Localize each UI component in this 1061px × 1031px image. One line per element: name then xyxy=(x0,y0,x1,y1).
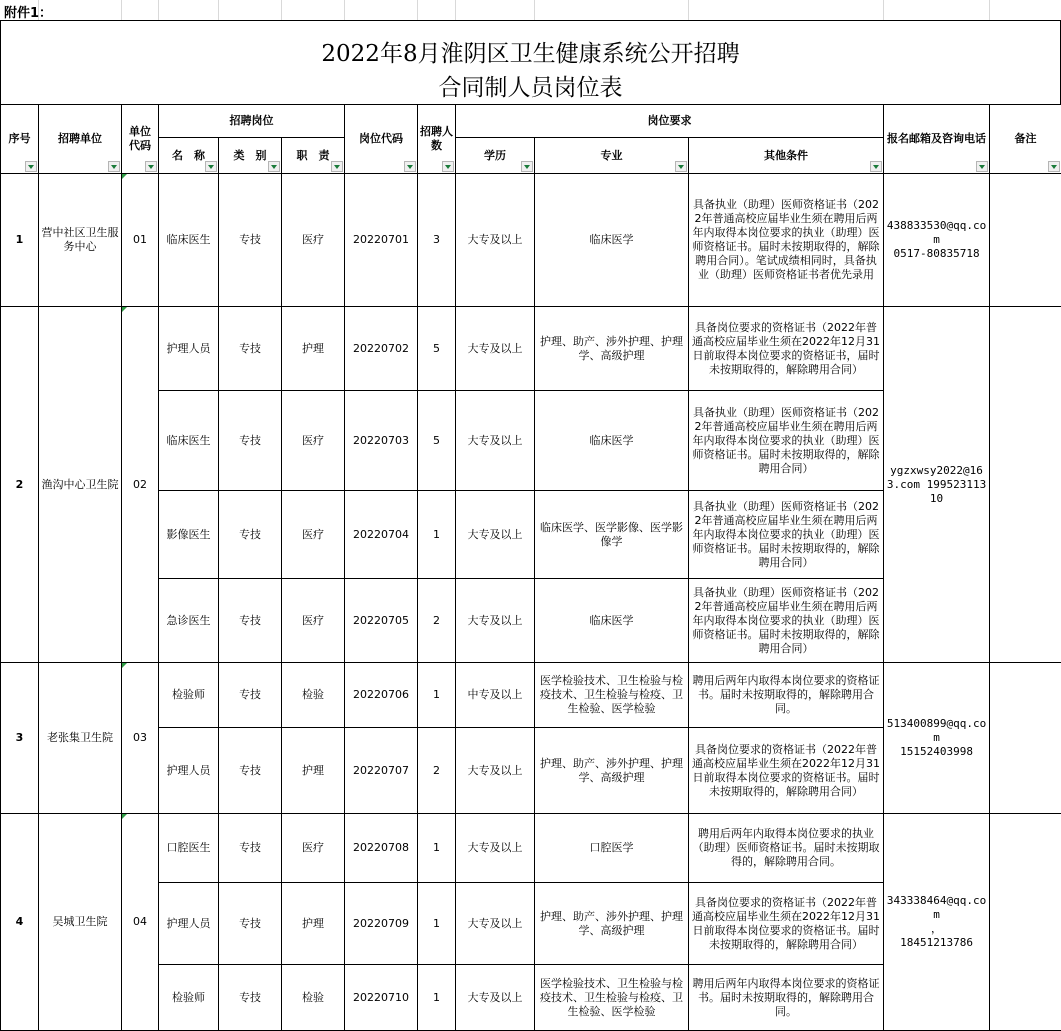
filter-dropdown-icon[interactable] xyxy=(404,161,416,172)
cell-post-category[interactable]: 专技 xyxy=(219,307,282,391)
cell-post-duty[interactable]: 医疗 xyxy=(282,814,345,883)
cell-education[interactable]: 大专及以上 xyxy=(456,579,535,663)
cell-other[interactable]: 具备岗位要求的资格证书（2022年普通高校应届毕业生须在2022年12月31日前取得本岗位要求的资格证书。届时未按期取得的，解除聘用合同） xyxy=(689,728,884,814)
contact-phone: 0517-80835718 xyxy=(893,247,979,260)
header-contact[interactable]: 报名邮箱及咨询电话 xyxy=(884,105,990,174)
header-post-group: 招聘岗位 xyxy=(159,105,345,138)
cell-post-duty[interactable]: 医疗 xyxy=(282,491,345,579)
filter-dropdown-icon[interactable] xyxy=(108,161,120,172)
cell-education[interactable]: 大专及以上 xyxy=(456,965,535,1031)
table-row xyxy=(1,814,1061,883)
cell-count[interactable]: 1 xyxy=(418,663,456,728)
cell-education[interactable]: 大专及以上 xyxy=(456,174,535,307)
header-seq[interactable]: 序号 xyxy=(1,105,39,174)
cell-other[interactable]: 具备执业（助理）医师资格证书（2022年普通高校应届毕业生须在聘用后两年内取得本岗位要求的执业（助理）医师资格证书。届时未按期取得的，解除聘用合同）。笔试成绩相同时，具备执业（助理）医师资格证书者优先录用 xyxy=(689,174,884,307)
contact-email: 513400899@qq.com xyxy=(887,717,986,744)
cell-unit-code[interactable]: 02 xyxy=(122,307,159,663)
cell-post-duty[interactable]: 检验 xyxy=(282,663,345,728)
cell-post-name[interactable]: 临床医生 xyxy=(159,391,219,491)
cell-remarks[interactable] xyxy=(990,814,1061,1031)
filter-dropdown-icon[interactable] xyxy=(145,161,157,172)
cell-post-code[interactable]: 20220710 xyxy=(345,965,418,1031)
cell-unit-code[interactable]: 03 xyxy=(122,663,159,814)
text-marker-icon xyxy=(122,307,127,312)
cell-other[interactable]: 具备岗位要求的资格证书（2022年普通高校应届毕业生须在2022年12月31日前取得本岗位要求的资格证书，届时未按期取得的，解除聘用合同） xyxy=(689,307,884,391)
cell-post-category[interactable]: 专技 xyxy=(219,663,282,728)
header-row-1 xyxy=(1,105,1061,138)
contact-email: 343338464@qq.com xyxy=(887,894,986,921)
cell-post-category[interactable]: 专技 xyxy=(219,814,282,883)
cell-post-name[interactable]: 急诊医生 xyxy=(159,579,219,663)
cell-post-name[interactable]: 口腔医生 xyxy=(159,814,219,883)
cell-count[interactable]: 3 xyxy=(418,174,456,307)
cell-post-category[interactable]: 专技 xyxy=(219,391,282,491)
cell-post-code[interactable]: 20220701 xyxy=(345,174,418,307)
text-marker-icon xyxy=(122,814,127,819)
cell-count[interactable]: 1 xyxy=(418,965,456,1031)
cell-count[interactable]: 1 xyxy=(418,814,456,883)
cell-post-code[interactable]: 20220709 xyxy=(345,883,418,965)
cell-unit-name[interactable]: 老张集卫生院 xyxy=(39,663,122,814)
cell-unit-name[interactable]: 渔沟中心卫生院 xyxy=(39,307,122,663)
header-post-category[interactable]: 类 别 xyxy=(219,138,282,174)
cell-post-duty[interactable]: 医疗 xyxy=(282,174,345,307)
cell-post-code[interactable]: 20220702 xyxy=(345,307,418,391)
cell-count[interactable]: 2 xyxy=(418,728,456,814)
cell-major[interactable]: 临床医学、医学影像、医学影像学 xyxy=(535,491,689,579)
positions-table xyxy=(0,104,1061,1031)
cell-count[interactable]: 2 xyxy=(418,579,456,663)
cell-major[interactable]: 护理、助产、涉外护理、护理学、高级护理 xyxy=(535,728,689,814)
cell-seq[interactable]: 4 xyxy=(1,814,39,1031)
cell-education[interactable]: 大专及以上 xyxy=(456,391,535,491)
cell-post-duty[interactable]: 医疗 xyxy=(282,579,345,663)
cell-remarks[interactable] xyxy=(990,307,1061,663)
title-area xyxy=(0,20,1061,105)
cell-unit-code[interactable]: 01 xyxy=(122,174,159,307)
cell-education[interactable]: 大专及以上 xyxy=(456,728,535,814)
cell-seq[interactable]: 3 xyxy=(1,663,39,814)
cell-post-code[interactable]: 20220707 xyxy=(345,728,418,814)
cell-education[interactable]: 大专及以上 xyxy=(456,307,535,391)
cell-education[interactable]: 大专及以上 xyxy=(456,491,535,579)
table-row xyxy=(1,307,1061,391)
text-marker-icon xyxy=(122,174,127,179)
cell-other[interactable]: 具备岗位要求的资格证书（2022年普通高校应届毕业生须在2022年12月31日前取得本岗位要求的资格证书。届时未按期取得的，解除聘用合同） xyxy=(689,883,884,965)
cell-count[interactable]: 5 xyxy=(418,391,456,491)
cell-post-duty[interactable]: 护理 xyxy=(282,307,345,391)
header-major[interactable]: 专业 xyxy=(535,138,689,174)
cell-post-duty[interactable]: 护理 xyxy=(282,883,345,965)
contact-phone: 18451213786 xyxy=(900,936,973,949)
top-gridlines xyxy=(0,0,1061,20)
filter-dropdown-icon[interactable] xyxy=(442,161,454,172)
header-req-group: 岗位要求 xyxy=(456,105,884,138)
cell-post-name[interactable]: 检验师 xyxy=(159,663,219,728)
cell-remarks[interactable] xyxy=(990,663,1061,814)
cell-post-category[interactable]: 专技 xyxy=(219,174,282,307)
cell-count[interactable]: 5 xyxy=(418,307,456,391)
filter-dropdown-icon[interactable] xyxy=(976,161,988,172)
filter-dropdown-icon[interactable] xyxy=(870,161,882,172)
cell-major[interactable]: 护理、助产、涉外护理、护理学、高级护理 xyxy=(535,307,689,391)
cell-other[interactable]: 具备执业（助理）医师资格证书（2022年普通高校应届毕业生须在聘用后两年内取得本岗位要求的执业（助理）医师资格证书。届时未按期取得的，解除聘用合同） xyxy=(689,491,884,579)
filter-dropdown-icon[interactable] xyxy=(268,161,280,172)
attachment-label: 附件1： xyxy=(4,2,52,21)
cell-post-code[interactable]: 20220708 xyxy=(345,814,418,883)
cell-post-category[interactable]: 专技 xyxy=(219,728,282,814)
cell-post-name[interactable]: 护理人员 xyxy=(159,728,219,814)
contact-phone: 19952311310 xyxy=(927,478,987,505)
cell-post-name[interactable]: 临床医生 xyxy=(159,174,219,307)
cell-education[interactable]: 中专及以上 xyxy=(456,663,535,728)
cell-contact[interactable] xyxy=(884,174,990,307)
cell-post-name[interactable]: 护理人员 xyxy=(159,883,219,965)
page-title: 2022年8月淮阴区卫生健康系统公开招聘 xyxy=(1,35,1060,68)
cell-post-duty[interactable]: 医疗 xyxy=(282,391,345,491)
cell-count[interactable]: 1 xyxy=(418,491,456,579)
cell-contact[interactable] xyxy=(884,814,990,1031)
filter-dropdown-icon[interactable] xyxy=(675,161,687,172)
cell-unit-name[interactable]: 吴城卫生院 xyxy=(39,814,122,1031)
cell-post-code[interactable]: 20220705 xyxy=(345,579,418,663)
cell-post-category[interactable]: 专技 xyxy=(219,491,282,579)
cell-post-code[interactable]: 20220703 xyxy=(345,391,418,491)
cell-post-code[interactable]: 20220706 xyxy=(345,663,418,728)
cell-remarks[interactable] xyxy=(990,174,1061,307)
filter-dropdown-icon[interactable] xyxy=(1048,161,1060,172)
table-row xyxy=(1,174,1061,307)
cell-contact[interactable] xyxy=(884,663,990,814)
cell-post-name[interactable]: 检验师 xyxy=(159,965,219,1031)
header-post-code[interactable]: 岗位代码 xyxy=(345,105,418,174)
header-unit-code[interactable]: 单位代码 xyxy=(122,105,159,174)
cell-major[interactable]: 医学检验技术、卫生检验与检疫技术、卫生检验与检疫、卫生检验、医学检验 xyxy=(535,663,689,728)
cell-major[interactable]: 医学检验技术、卫生检验与检疫技术、卫生检验与检疫、卫生检验、医学检验 xyxy=(535,965,689,1031)
cell-post-duty[interactable]: 护理 xyxy=(282,728,345,814)
header-post-name[interactable]: 名 称 xyxy=(159,138,219,174)
cell-other[interactable]: 聘用后两年内取得本岗位要求的资格证书。届时未按期取得的，解除聘用合同。 xyxy=(689,965,884,1031)
cell-major[interactable]: 临床医学 xyxy=(535,174,689,307)
filter-dropdown-icon[interactable] xyxy=(25,161,37,172)
cell-other[interactable]: 聘用后两年内取得本岗位要求的执业（助理）医师资格证书。届时未按期取得的，解除聘用合同。 xyxy=(689,814,884,883)
contact-separator: ， xyxy=(931,922,942,935)
contact-email: ygzxwsy2022@163.com xyxy=(887,464,983,491)
contact-phone: 15152403998 xyxy=(900,745,973,758)
header-count[interactable]: 招聘人数 xyxy=(418,105,456,174)
cell-post-category[interactable]: 专技 xyxy=(219,883,282,965)
header-remarks[interactable]: 备注 xyxy=(990,105,1061,174)
cell-education[interactable]: 大专及以上 xyxy=(456,814,535,883)
cell-major[interactable]: 临床医学 xyxy=(535,391,689,491)
contact-email: 438833530@qq.com xyxy=(887,219,986,246)
cell-post-name[interactable]: 护理人员 xyxy=(159,307,219,391)
cell-unit-code[interactable]: 04 xyxy=(122,814,159,1031)
cell-post-code[interactable]: 20220704 xyxy=(345,491,418,579)
cell-other[interactable]: 具备执业（助理）医师资格证书（2022年普通高校应届毕业生须在聘用后两年内取得本岗位要求的执业（助理）医师资格证书。届时未按期取得的，解除聘用合同） xyxy=(689,391,884,491)
filter-dropdown-icon[interactable] xyxy=(205,161,217,172)
header-education[interactable]: 学历 xyxy=(456,138,535,174)
filter-dropdown-icon[interactable] xyxy=(521,161,533,172)
header-post-duty[interactable]: 职 责 xyxy=(282,138,345,174)
cell-major[interactable]: 口腔医学 xyxy=(535,814,689,883)
cell-other[interactable]: 具备执业（助理）医师资格证书（2022年普通高校应届毕业生须在聘用后两年内取得本岗位要求的执业（助理）医师资格证书。届时未按期取得的，解除聘用合同） xyxy=(689,579,884,663)
header-other[interactable]: 其他条件 xyxy=(689,138,884,174)
cell-contact[interactable] xyxy=(884,307,990,663)
filter-dropdown-icon[interactable] xyxy=(331,161,343,172)
cell-major[interactable]: 护理、助产、涉外护理、护理学、高级护理 xyxy=(535,883,689,965)
page-subtitle: 合同制人员岗位表 xyxy=(1,69,1060,102)
cell-seq[interactable]: 2 xyxy=(1,307,39,663)
cell-education[interactable]: 大专及以上 xyxy=(456,883,535,965)
cell-count[interactable]: 1 xyxy=(418,883,456,965)
cell-seq[interactable]: 1 xyxy=(1,174,39,307)
cell-unit-name[interactable]: 营中社区卫生服务中心 xyxy=(39,174,122,307)
header-unit[interactable]: 招聘单位 xyxy=(39,105,122,174)
table-row xyxy=(1,663,1061,728)
cell-other[interactable]: 聘用后两年内取得本岗位要求的资格证书。届时未按期取得的，解除聘用合同。 xyxy=(689,663,884,728)
cell-post-category[interactable]: 专技 xyxy=(219,579,282,663)
cell-post-name[interactable]: 影像医生 xyxy=(159,491,219,579)
cell-post-category[interactable]: 专技 xyxy=(219,965,282,1031)
cell-post-duty[interactable]: 检验 xyxy=(282,965,345,1031)
cell-major[interactable]: 临床医学 xyxy=(535,579,689,663)
text-marker-icon xyxy=(122,663,127,668)
